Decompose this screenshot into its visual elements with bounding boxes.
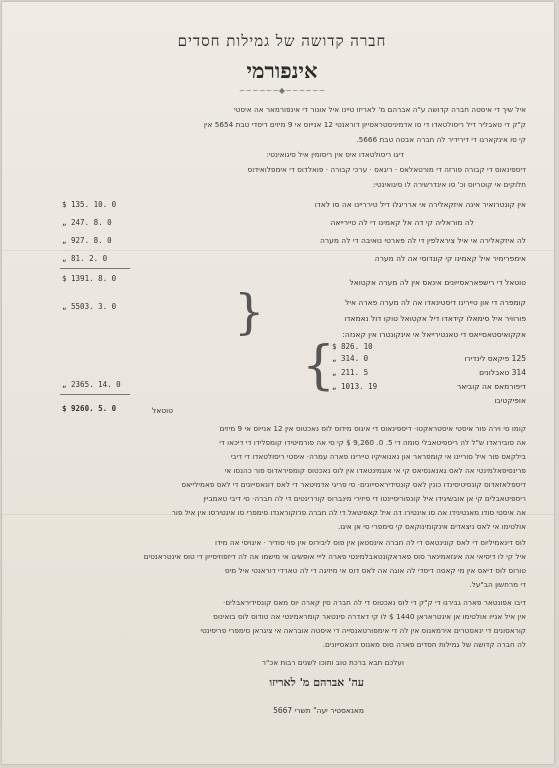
closing-blessing: ועלכם תבא ברכת טוב ותוכו לשנים רבות אכ"ר bbox=[261, 658, 404, 667]
body-line: קומו סי וירה פור איסטי איסטראקטו· דיספינאוס די איגוס מידוס לוס נאכטוס אין 12 אנייוס אי 9 מיזים bbox=[219, 424, 526, 433]
total-amount: $ 9260. 5. 0 bbox=[62, 404, 117, 413]
body-line: איל קי לו דיסיאי אה איגזאמינאר סוס פאראקונטאבלמינטי פארה לייי אופשיגו אי מישמו אה לה דיזפוזיסייון די טוס אינטראנטים bbox=[143, 552, 526, 561]
paper-fold bbox=[2, 250, 554, 251]
materials-label: דיפורמאס אה קוביאר bbox=[456, 382, 526, 391]
materials-amount: $ 826. 10 bbox=[332, 342, 373, 351]
materials-amount: „ 314. 0 bbox=[332, 354, 369, 363]
materials-label: אופיקטיבו bbox=[494, 396, 526, 405]
body-line: די מרחשון הב"על. bbox=[469, 580, 526, 589]
group-amount: „ 2365. 14. 0 bbox=[62, 380, 121, 389]
document-title: אינפורמי bbox=[246, 58, 318, 83]
land-purchase-line: פורוויר איל סימאלו קידאדו דיל אקטואל טוקו דול נאמאדו bbox=[344, 314, 526, 323]
land-purchase-line: אקקואיסטאסייאס די טאנטירייאל אי אינקונטרו אין קאנזה: bbox=[342, 330, 526, 339]
document-page bbox=[2, 2, 554, 764]
sum-rule bbox=[60, 268, 130, 269]
intro-line: ק"ק די טאבליר דיל ריסולטאדו די סו אדמיניסטראסייון דוראנטי 12 אנייוס אי 9 מיזים דיסדי טבת 5654 אין bbox=[203, 120, 526, 129]
body-line: ריספיטאבלים קי אן אובשיגידו איל קונפוריסיינטו די פיזירי מינברוס קוררינטים די לה חברה· סי דיבי טאמביין bbox=[203, 494, 526, 503]
body-line: דיבו אפונטאר פארה גבירנו די ק"ק די לוס נאכטוס די לה חברה סין קארה יוס מאס קונסידיראבלים· bbox=[223, 598, 526, 607]
expense-label: אין קונטרואיר אינה איזקאלירה אי ארריגלו דיל טירריינו אה סו לאדו bbox=[314, 200, 526, 209]
body-line: פרינסיפאלמינטי אה לאס גאנאנסיאס קי אי אוגמינטאדו אין לוס נאכטוס קומפיראדוס פור כהנסו אי bbox=[224, 466, 526, 475]
intro-line: חלוקים אי קוטריוס וכ' סו אינדרשירה לו סיגואינטי: bbox=[372, 180, 526, 189]
intro-line: דיספינאוס די קבורה פורזה די מורטאלאס · ריגאס · ערכי קבורה · פואלדוס די אימפלואידוס bbox=[247, 165, 526, 174]
materials-label: 125 פיקאס לינדירו bbox=[464, 354, 526, 363]
title-ornament: ∼∼∼∼∼∼◆∼∼∼∼∼∼ bbox=[238, 86, 326, 95]
expense-label: אימפרימיר איל קאמינו קי קונדוסי אה לה מערה bbox=[374, 254, 526, 263]
expense-amount: „ 927. 8. 0 bbox=[62, 236, 112, 245]
land-purchase-line: קומפרה די און טיירינו דיסטינאדו אה לה מערה פארה איל bbox=[345, 298, 526, 307]
body-line: לוס דינאמיליוס די לאס קונינטאס די לה חברה אינסטאן אין פוס ליבירוס אין פוי סודיר · איגויסי אה מידו bbox=[214, 538, 526, 547]
subtotal-label: טוטאל די רישפאראסייונים אינאס אין לה מערה אקטואל bbox=[349, 278, 526, 287]
body-line: אה סוביראדו ש"ל לה ריספיטאבלי סומה די 5. 0. 9,260 $ קי סי אה פורמיטידו קומפלידו די דיכאו די bbox=[219, 438, 526, 447]
body-line: לה חברה קדושה של גמילות חסדים פארה סוס מאנוס דונאסייונים. bbox=[322, 640, 526, 649]
brace: } bbox=[234, 284, 265, 340]
date-line: מאנאסטיר יעה" תשרי 5667 bbox=[273, 706, 364, 715]
expense-label: לה מוראליה קי דה אל קאמינו די לה טיירייאה bbox=[330, 218, 474, 227]
brace: { bbox=[302, 336, 336, 396]
intro-line: דיגו ריסולטאדו איס אין ריסומין איל סיגואינטי: bbox=[266, 150, 404, 159]
materials-amount: „ 1013. 19 bbox=[332, 382, 378, 391]
materials-amount: „ 211. 5 bbox=[332, 368, 369, 377]
signature: עה' אברהם מ' לאריזו bbox=[269, 676, 364, 689]
intro-line: קי סו אינקארגו די דירידיר לה חברה אבטה טבת 5666. bbox=[356, 135, 526, 144]
body-line: אולטימו אי לאס ניצאדים אינקומינוקאס קי סימפרי סי אן איגו. bbox=[337, 522, 526, 531]
intro-line: איל שיך די איסטה חברה קדושה ע"ה אברהם מ' לאריזו טיינו איל אונור די אינפורמאר אה איסטי bbox=[234, 105, 526, 114]
sum-rule bbox=[60, 394, 130, 395]
body-line: אה איסטי סודו מאנטינידו אה סו אינטירו דה איל קאפיטאל די לה חברה פרוקוראנדו סימפרי סו אינטירסו אין איל פור bbox=[171, 508, 526, 517]
expense-label: לה איזקאלירה אי איל ציראלפין די לה פארטי נואיבה די לה מערה bbox=[319, 236, 526, 245]
land-purchase-amount: „ 5503. 3. 0 bbox=[62, 302, 117, 311]
body-line: דיספלאזאדוס קונסיטיסינדו כונין לאס קונסידיראסייונים· סי פריגי אדמיטאר די לאס דונאסייונים די לאס פאמילייאס bbox=[181, 480, 526, 489]
body-line: אין איל אנייו אולטימו אן אינטראראן 1440 $ לו קי דאדרה סינטאר קומראמינטי אה טודוס לוס בואינוס bbox=[213, 612, 526, 621]
total-label: טוטאל bbox=[152, 406, 174, 415]
body-line: קוראסונים די ינאסטרים אירמאנוס אין לה די אימפורטאנסייה די איסטה אובראה אי ציגראן סימפרי פריסינטי bbox=[200, 626, 526, 635]
body-line: טורוס לוס דיאס אין מי קאסה דיסדי לה אוגה אה לאס דוס אי מיזיגה די לה טארדי דוראנטי איל מיס bbox=[224, 566, 526, 575]
body-line: בילקאס פור איל סוריינו אי קומפראר און נאנואיקיו טיירינו פארה עמרה· איסטי ריסולטאדו די דיבי bbox=[230, 452, 526, 461]
expense-amount: „ 81. 2. 0 bbox=[62, 254, 108, 263]
expense-amount: $ 135. 10. 0 bbox=[62, 200, 117, 209]
expense-amount: „ 247. 8. 0 bbox=[62, 218, 112, 227]
subtotal-amount: $ 1391. 8. 0 bbox=[62, 274, 117, 283]
materials-label: 314 טאבלונים bbox=[479, 368, 526, 377]
society-name: חברה קדושה של גמילות חסדים bbox=[177, 32, 387, 50]
